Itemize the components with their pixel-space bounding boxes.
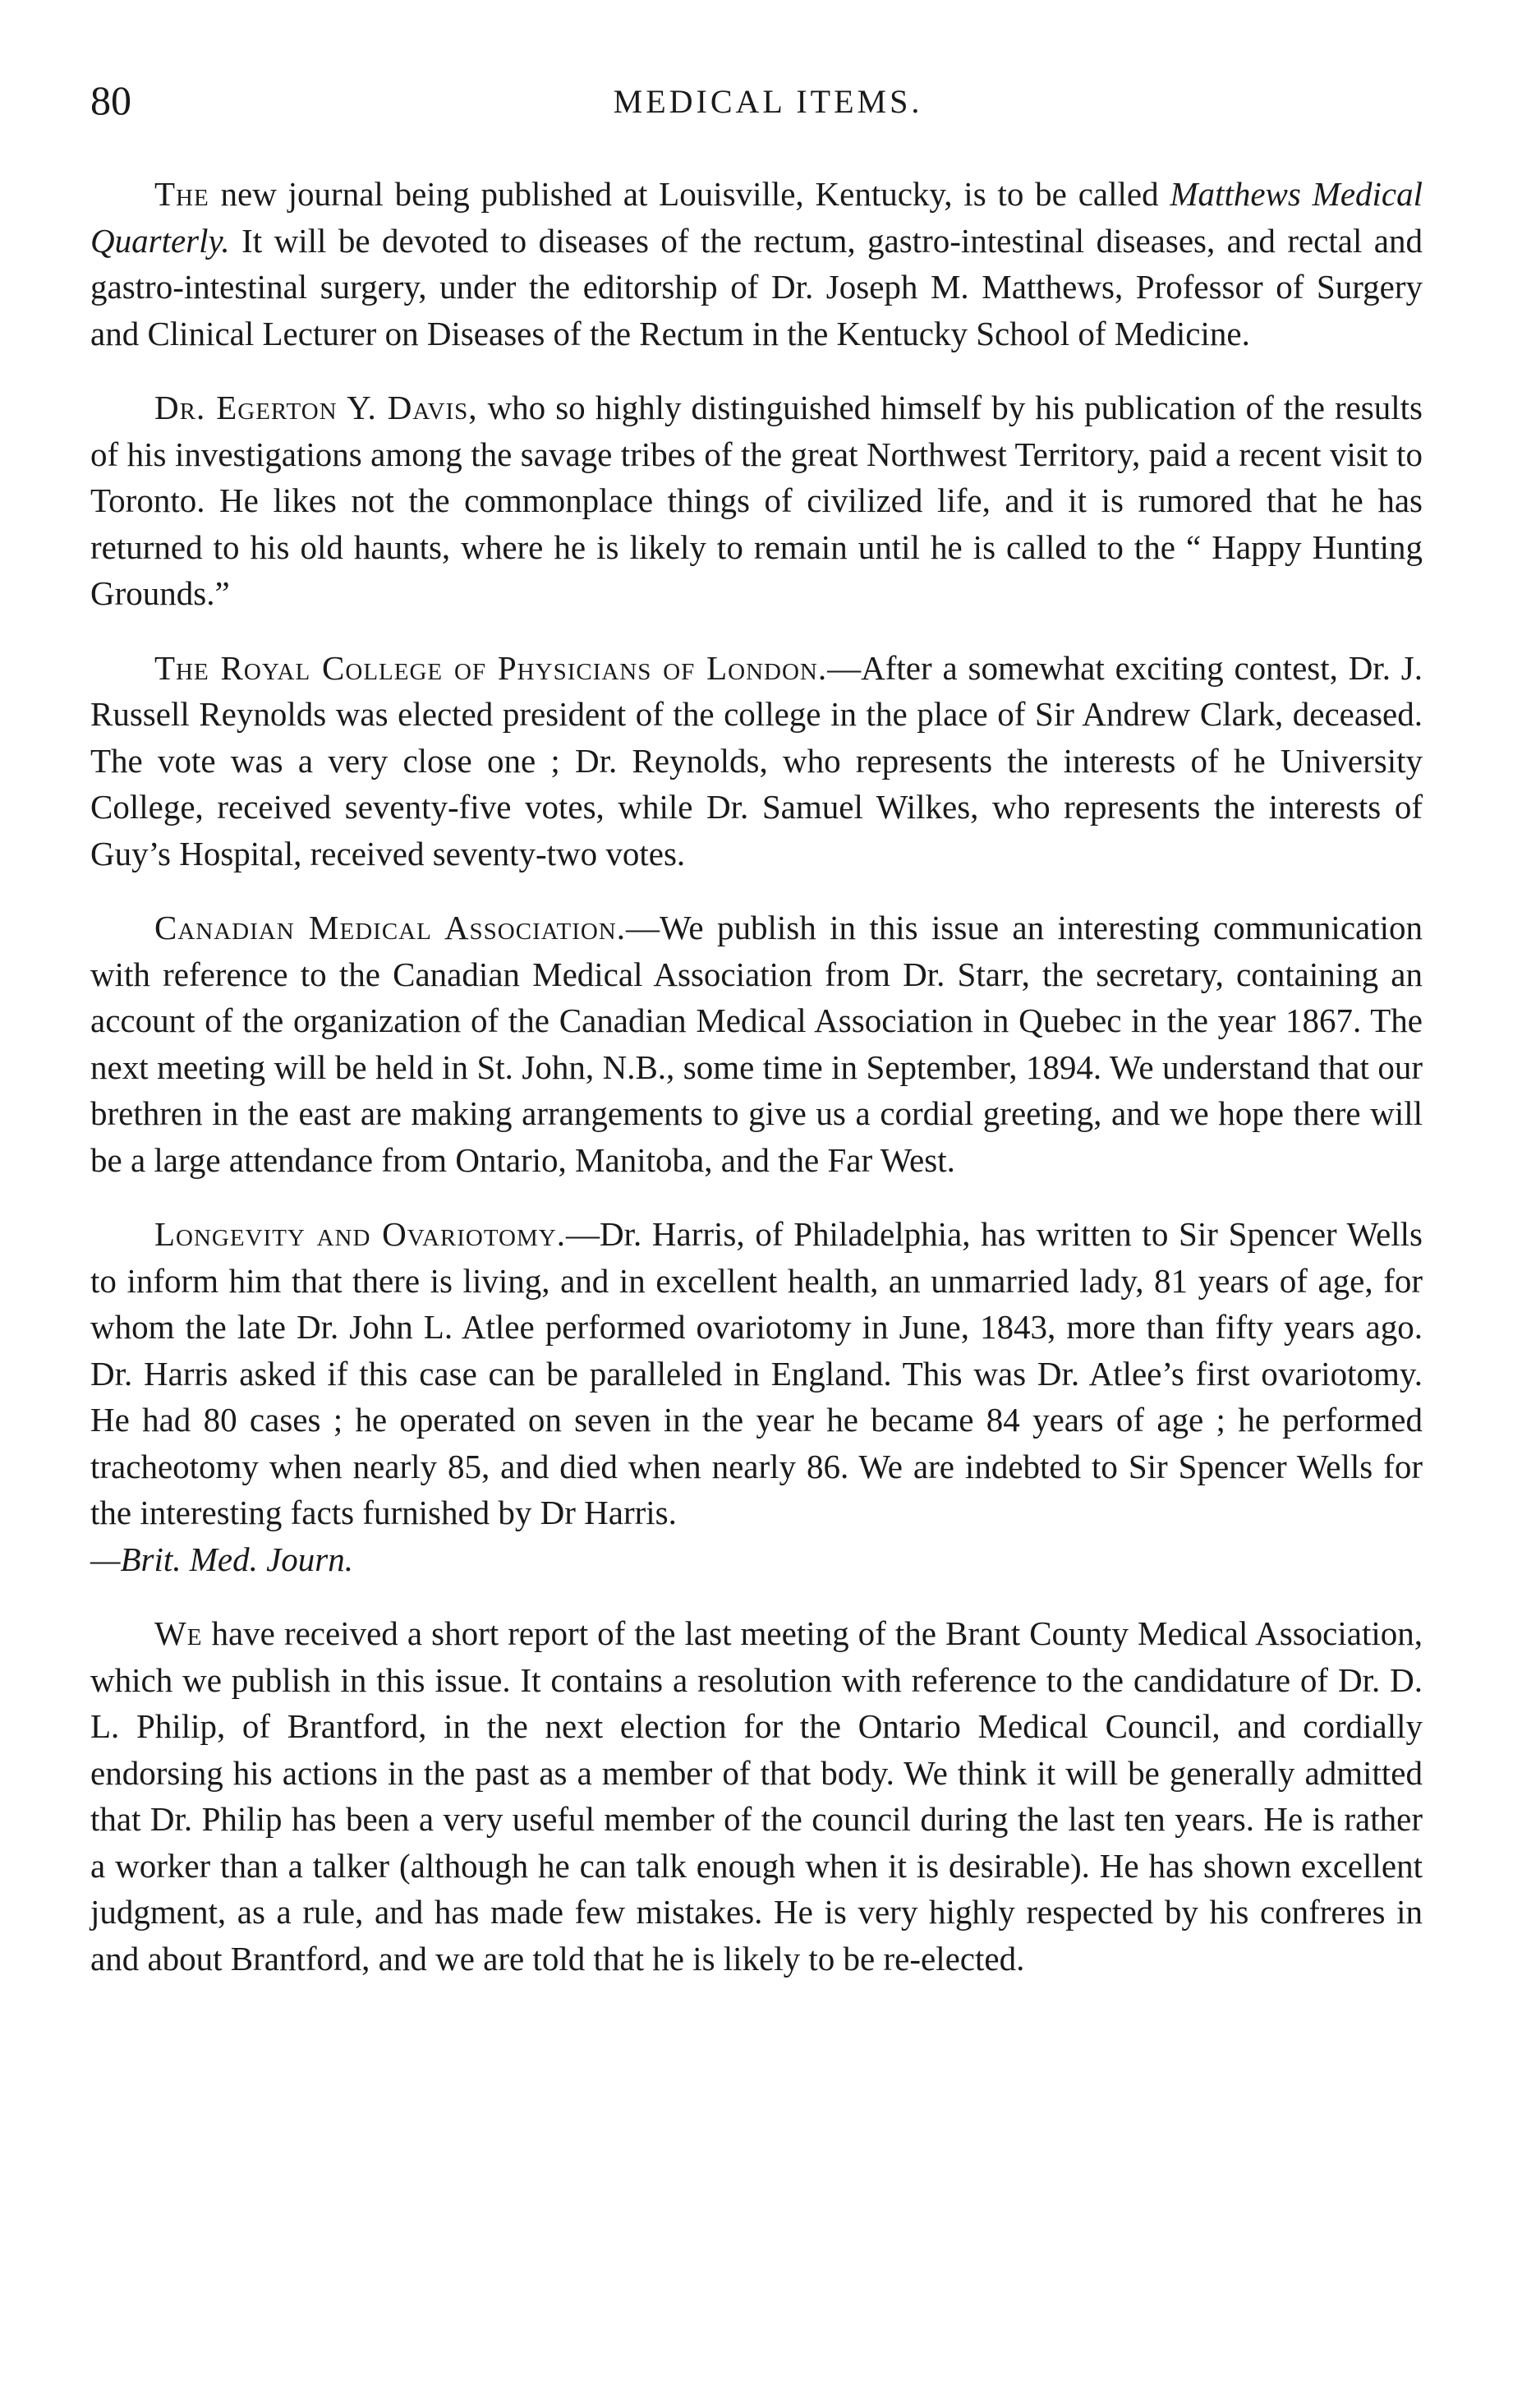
item-lead: Canadian Medical Association.: [154, 909, 626, 946]
item-text: —Dr. Harris, of Philadelphia, has written to Sir Spencer Wells to inform him that there is living, and in excellent health, an unmarried lady, 81 years of age, for whom the late Dr. John L. Atlee performed ovariotomy in June, 1843, more than fifty years ago. Dr. Harris asked if this case can be paralleled in England. This was Dr. Atlee’s first ovariotomy. He had 80 cases ; he operated on seven in the year he became 84 years of age ; he performed tracheotomy when nearly 85, and died when nearly 86. We are indebted to Sir Spencer Wells for the interesting facts furnished by Dr Harris.: [90, 1215, 1423, 1531]
journal-title: Matthews Medical Quarterly.: [90, 175, 1423, 260]
item-text: —We publish in this issue an interesting communication with reference to the Canadian Medical Association from Dr. Starr, the secretary, containing an account of the organization of the Canadian Medical Association in Quebec in the year 1867. The next meeting will be held in St. John, N.B., some time in September, 1894. We understand that our brethren in the east are making arrangements to give us a cordial greeting, and we hope there will be a large attendance from Ontario, Manitoba, and the Far West.: [90, 909, 1423, 1179]
running-head: [90, 76, 1446, 133]
item-text: —After a somewhat exciting contest, Dr. J. Russell Reynolds was elected president of the college in the place of Sir Andrew Clark, deceased. The vote was a very close one ; Dr. Reynolds, who represents the interests of he University College, received seventy-five votes, while Dr. Samuel Wilkes, who represents the interests of Guy’s Hospital, received seventy-two votes.: [90, 648, 1423, 872]
item-text: have received a short report of the last meeting of the Brant County Medical Association, which we publish in this issue. It contains a resolution with reference to the candidature of Dr. D. L. Philip, of Brantford, in the next election for the Ontario Medical Council, and cordially endorsing his actions in the past as a member of that body. We think it will be generally admitted that Dr. Philip has been a very useful member of the council during the last ten years. He is rather a worker than a talker (although he can talk enough when it is desirable). He has shown excellent judgment, as a rule, and has made few mistakes. He is very highly respected by his confreres in and about Brantford, and we are told that he is likely to be re-elected.: [90, 1614, 1423, 1978]
running-title: MEDICAL ITEMS.: [613, 83, 923, 120]
item-text: It will be devoted to diseases of the rectum, gastro-intestinal diseases, and rectal and gastro-intestinal surgery, under the editorship of Dr. Joseph M. Matthews, Professor of Surgery and Clinical Lecturer on Diseases of the Rectum in the Kentucky School of Medicine.: [90, 221, 1423, 352]
item-royal-college: [90, 645, 1423, 877]
article-body: [90, 171, 1423, 2010]
item-longevity-ovariotomy: [90, 1211, 1423, 1582]
item-lead: Longevity and Ovariotomy.: [154, 1215, 566, 1253]
item-lead: The Royal College of Physicians of London.: [154, 648, 828, 687]
page-number: 80: [90, 77, 131, 123]
item-lead: We: [154, 1614, 203, 1652]
item-egerton-davis: [90, 384, 1423, 617]
item-canadian-medical-association: [90, 905, 1423, 1183]
citation: —Brit. Med. Journ.: [90, 1540, 353, 1578]
item-text: who so highly distinguished himself by his publication of the results of his investigations among the savage tribes of the great Northwest Territory, paid a recent visit to Toronto. He likes not the commonplace things of civilized life, and it is rumored that he has returned to his old haunts, where he is likely to remain until he is called to the “ Happy Hunting Grounds.”: [90, 389, 1423, 612]
item-text: new journal being published at Louisville, Kentucky, is to be called: [209, 175, 1170, 213]
item-lead: The: [154, 175, 209, 213]
item-matthews-journal: [90, 171, 1423, 357]
item-lead: Dr. Egerton Y. Davis,: [154, 389, 478, 426]
item-brant-county: [90, 1610, 1423, 1982]
